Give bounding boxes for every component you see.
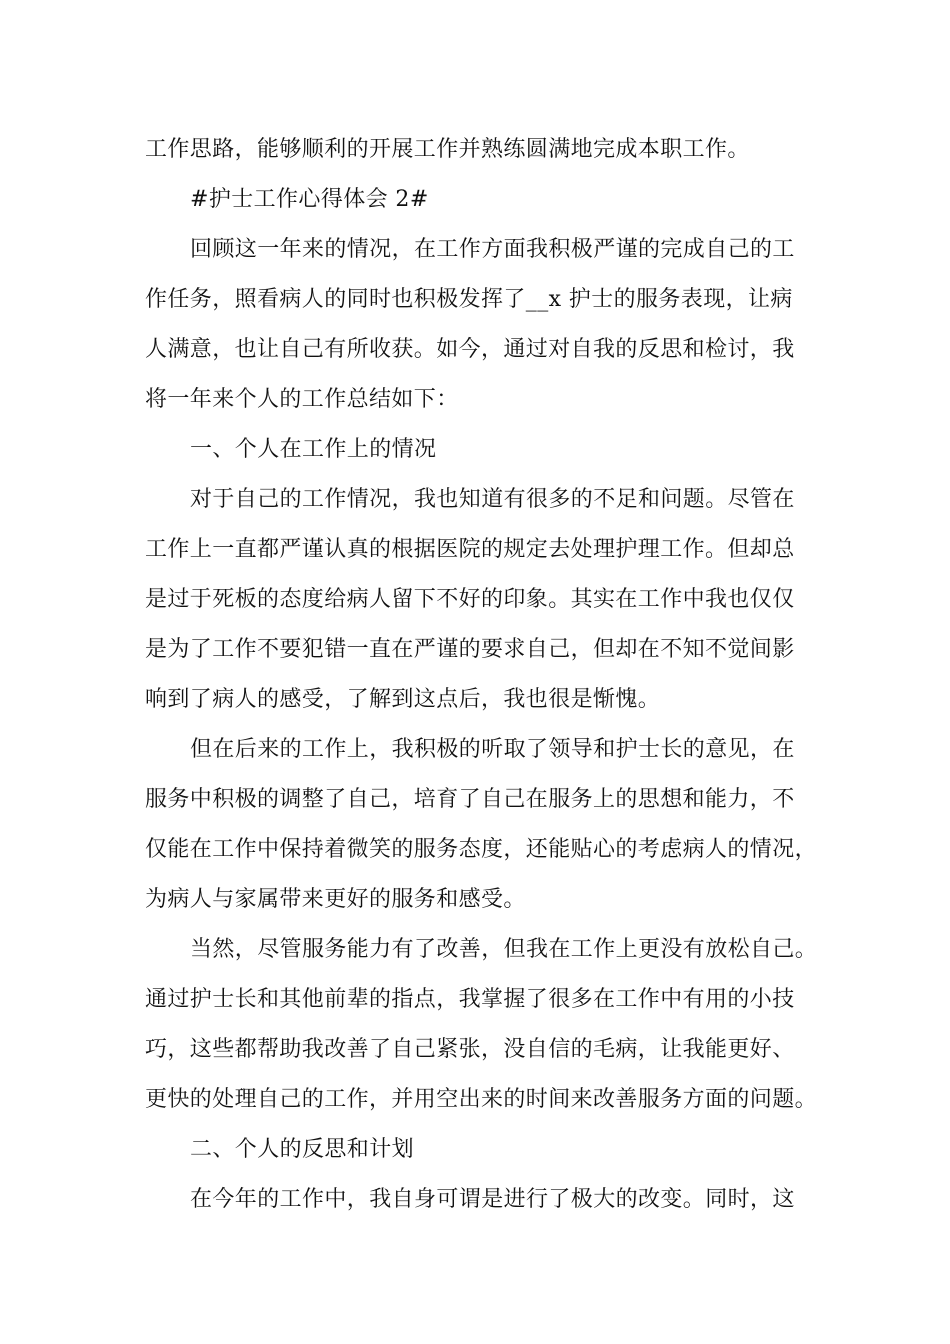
section-heading: #护士工作心得体会 2# <box>190 187 429 212</box>
text-line: 对于自己的工作情况，我也知道有很多的不足和问题。尽管在 <box>190 487 795 512</box>
text-line: 是为了工作不要犯错一直在严谨的要求自己，但却在不知不觉间影 <box>145 637 795 662</box>
section-heading: 一、个人在工作上的情况 <box>190 437 437 462</box>
text-line: 是过于死板的态度给病人留下不好的印象。其实在工作中我也仅仅 <box>145 587 795 612</box>
text-line: 巧，这些都帮助我改善了自己紧张，没自信的毛病，让我能更好、 <box>145 1037 795 1062</box>
text-line: 当然，尽管服务能力有了改善，但我在工作上更没有放松自己。 <box>190 937 818 962</box>
text-line: 但在后来的工作上，我积极的听取了领导和护士长的意见，在 <box>190 737 795 762</box>
text-line: 工作思路，能够顺利的开展工作并熟练圆满地完成本职工作。 <box>145 137 750 162</box>
text-line: 人满意，也让自己有所收获。如今，通过对自我的反思和检讨，我 <box>145 337 795 362</box>
text-line: 仅能在工作中保持着微笑的服务态度，还能贴心的考虑病人的情况， <box>145 837 818 862</box>
text-line: 回顾这一年来的情况，在工作方面我积极严谨的完成自己的工 <box>190 237 795 262</box>
text-line: 服务中积极的调整了自己，培育了自己在服务上的思想和能力，不 <box>145 787 795 812</box>
text-line: 更快的处理自己的工作，并用空出来的时间来改善服务方面的问题。 <box>145 1087 818 1112</box>
section-heading: 二、个人的反思和计划 <box>190 1137 415 1162</box>
text-line: 将一年来个人的工作总结如下： <box>145 387 459 412</box>
text-line: 工作上一直都严谨认真的根据医院的规定去处理护理工作。但却总 <box>145 537 795 562</box>
text-line: 作任务，照看病人的同时也积极发挥了__x 护士的服务表现，让病 <box>145 287 793 312</box>
text-line: 为病人与家属带来更好的服务和感受。 <box>145 887 526 912</box>
text-line: 在今年的工作中，我自身可谓是进行了极大的改变。同时，这 <box>190 1187 795 1212</box>
text-line: 通过护士长和其他前辈的指点，我掌握了很多在工作中有用的小技 <box>145 987 795 1012</box>
text-line: 响到了病人的感受，了解到这点后，我也很是惭愧。 <box>145 687 661 712</box>
